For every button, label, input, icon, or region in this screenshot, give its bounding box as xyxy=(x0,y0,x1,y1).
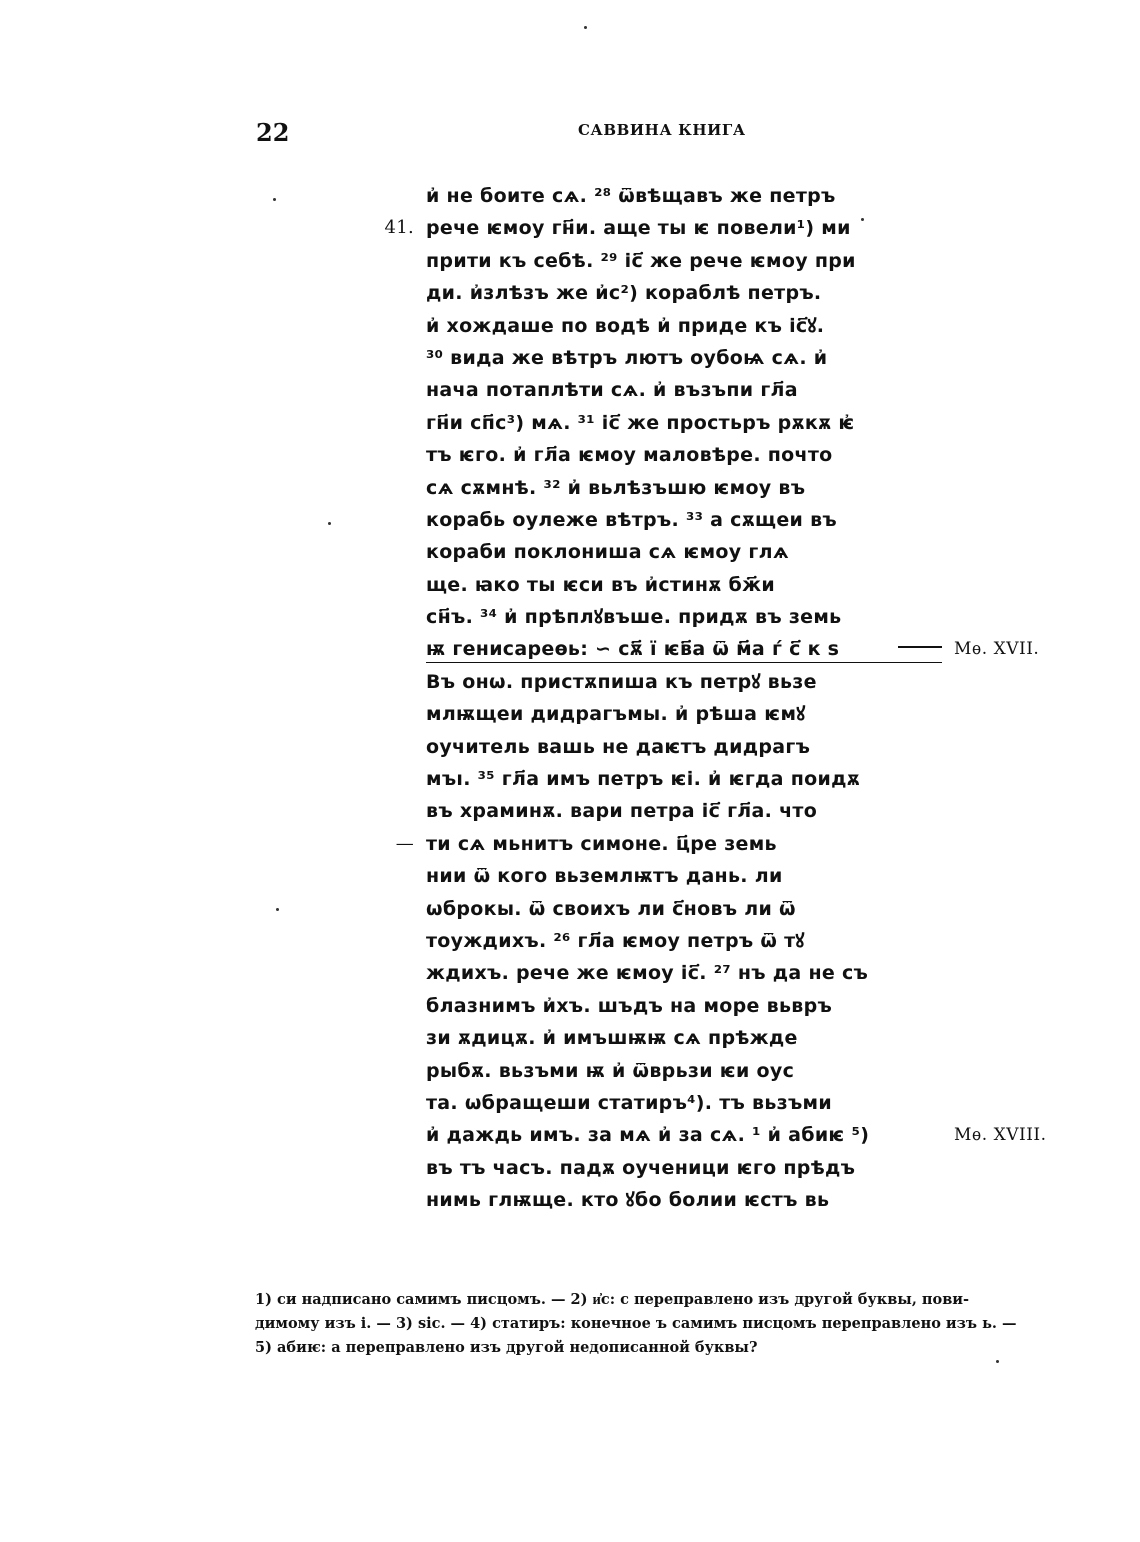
print-speck xyxy=(276,908,279,911)
line-text: сн҃ъ. ³⁴ и҆ прѣплꙋвъше. придѫ въ земь xyxy=(426,606,842,629)
line-text: гн҃и сп҃с³) мѧ. ³¹ іс҃ же простьръ рѫкѫ ѥ҆ xyxy=(426,411,855,434)
line-text: въ храминѫ. вари петра іс҃ гл҃а. что xyxy=(426,800,818,823)
text-line xyxy=(426,569,886,601)
text-line xyxy=(426,277,886,309)
text-line xyxy=(384,212,886,244)
text-line xyxy=(426,763,886,795)
line-text: Въ онѡ. пристѫпиша къ петрꙋ вьзе xyxy=(426,670,817,693)
print-speck xyxy=(328,522,331,525)
line-text: корабь оулеже вѣтръ. ³³ а сѫщеи въ xyxy=(426,508,837,531)
text-line xyxy=(426,795,886,827)
text-line xyxy=(426,1022,886,1054)
text-line xyxy=(426,245,886,277)
line-text: рече ѥмоу гн҃и. аще ты ѥ повели¹) ми xyxy=(426,217,851,240)
text-line xyxy=(426,601,886,633)
line-text: мъı. ³⁵ гл҃а имъ петръ ѥі. и҆ ѥгда поидѫ xyxy=(426,768,861,791)
line-text: нача потаплѣти сѧ. и҆ възъпи гл҃а xyxy=(426,379,798,402)
line-text: ти сѧ мьнитъ симоне. ц҃ре земь xyxy=(426,832,777,855)
line-text: ди. и҆злѣзъ же и҆с²) кораблѣ петръ. xyxy=(426,282,822,305)
line-text: ³⁰ вида же вѣтръ лютъ оубоѩ сѧ. и҆ xyxy=(426,346,828,369)
line-text: ще. ꙗко ты ѥси въ и҆стинѫ бж҃и xyxy=(426,573,775,596)
print-speck xyxy=(273,198,276,201)
line-text: ѭ генисареѳь: ∽ сѫ҃ ї ѥв҃а ѿ м҃а ѓ с҃ к ѕ xyxy=(426,638,840,661)
line-text: ждихъ. рече же ѥмоу іс҃. ²⁷ нъ да не съ xyxy=(426,962,869,985)
text-line xyxy=(426,1055,886,1087)
section-pointer-line xyxy=(898,646,942,648)
margin-dash: — xyxy=(395,832,414,854)
line-text: и҆ даждь имъ. за мѧ и҆ за сѧ. ¹ и҆ абиѥ ⁵) xyxy=(426,1124,870,1147)
text-line xyxy=(426,1119,1047,1151)
line-text: и҆ не боите сѧ. ²⁸ ѿвѣщавъ же петръ xyxy=(426,185,836,207)
text-line xyxy=(426,1087,886,1119)
print-speck xyxy=(584,26,587,29)
line-text: и҆ хождаше по водѣ и҆ приде къ іс҃ꙋ. xyxy=(426,314,825,337)
line-text: блазнимъ и҆хъ. шъдъ на море вьвръ xyxy=(426,994,833,1017)
text-line xyxy=(426,504,886,536)
line-text: нии ѿ кого вьземлѭтъ дань. ли xyxy=(426,865,783,888)
line-text: нимь глѭще. кто ꙋбо болии ѥстъ вь xyxy=(426,1189,830,1212)
footnote-line: 1) си надписано самимъ писцомъ. — 2) и҆с: с переправлено изъ другой буквы, пови- xyxy=(255,1291,970,1308)
print-speck xyxy=(996,1360,999,1363)
text-line xyxy=(426,666,886,698)
text-line xyxy=(426,698,886,730)
text-line xyxy=(426,310,886,342)
text-line xyxy=(426,860,886,892)
line-text: прити къ себѣ. ²⁹ іс҃ же рече ѥмоу при xyxy=(426,249,856,272)
text-line xyxy=(426,925,886,957)
text-line xyxy=(426,990,886,1022)
line-text: оучитель вашь не даѥтъ дидрагъ xyxy=(426,735,811,758)
verse-marker: 41. xyxy=(384,217,414,239)
text-line xyxy=(426,1152,886,1184)
line-text: млѭщеи дидрагъмы. и҆ рѣша ѥмꙋ xyxy=(426,703,806,726)
text-line xyxy=(426,342,886,374)
line-text: сѧ сѫмнѣ. ³² и҆ вьлѣзъшю ѥмоу въ xyxy=(426,476,806,499)
page-number: 22 xyxy=(256,118,290,147)
text-line xyxy=(426,1184,886,1216)
text-line xyxy=(395,828,886,860)
running-title: САВВИНА КНИГА xyxy=(578,121,746,139)
text-line xyxy=(426,374,886,406)
chapter-reference: Мѳ. XVII. xyxy=(954,639,1040,660)
text-line xyxy=(426,439,886,471)
line-text: тъ ѥго. и҆ гл҃а ѥмоу маловѣре. почто xyxy=(426,444,833,467)
text-line xyxy=(426,472,886,504)
footnote-line: димому изъ і. — 3) sic. — 4) статиръ: конечное ъ самимъ писцомъ переправлено изъ ь. — xyxy=(255,1315,1017,1332)
text-line xyxy=(426,957,886,989)
footnotes xyxy=(255,1288,1055,1360)
print-speck xyxy=(861,218,864,221)
line-text: зи ѫдицѫ. и҆ имъшѭѭ сѧ прѣжде xyxy=(426,1027,798,1050)
text-line xyxy=(426,536,886,568)
text-line xyxy=(426,180,886,212)
line-text: тоуждихъ. ²⁶ гл҃а ѥмоу петръ ѿ тꙋ xyxy=(426,929,805,952)
footnote-line: 5) абиѥ: а переправлено изъ другой недописанной буквы? xyxy=(255,1339,758,1356)
main-text-block xyxy=(384,180,1047,1217)
chapter-reference: Мѳ. XVIII. xyxy=(954,1125,1047,1146)
line-text: та. ѡбращеши статиръ⁴). тъ вьзъми xyxy=(426,1091,833,1114)
text-line xyxy=(426,893,886,925)
text-line xyxy=(426,633,1040,665)
line-text: кораби поклониша сѧ ѥмоу глѧ xyxy=(426,541,789,564)
text-line xyxy=(426,407,886,439)
section-divider-rule xyxy=(426,662,942,663)
line-text: въ тъ часъ. падѫ оученици ѥго прѣдъ xyxy=(426,1156,856,1179)
line-text: ѡброкы. ѿ своихъ ли с҃новъ ли ѿ xyxy=(426,897,796,920)
text-line xyxy=(426,731,886,763)
line-text: рыбѫ. вьзъми ѭ и҆ ѿврьзи ѥи оус xyxy=(426,1059,795,1082)
